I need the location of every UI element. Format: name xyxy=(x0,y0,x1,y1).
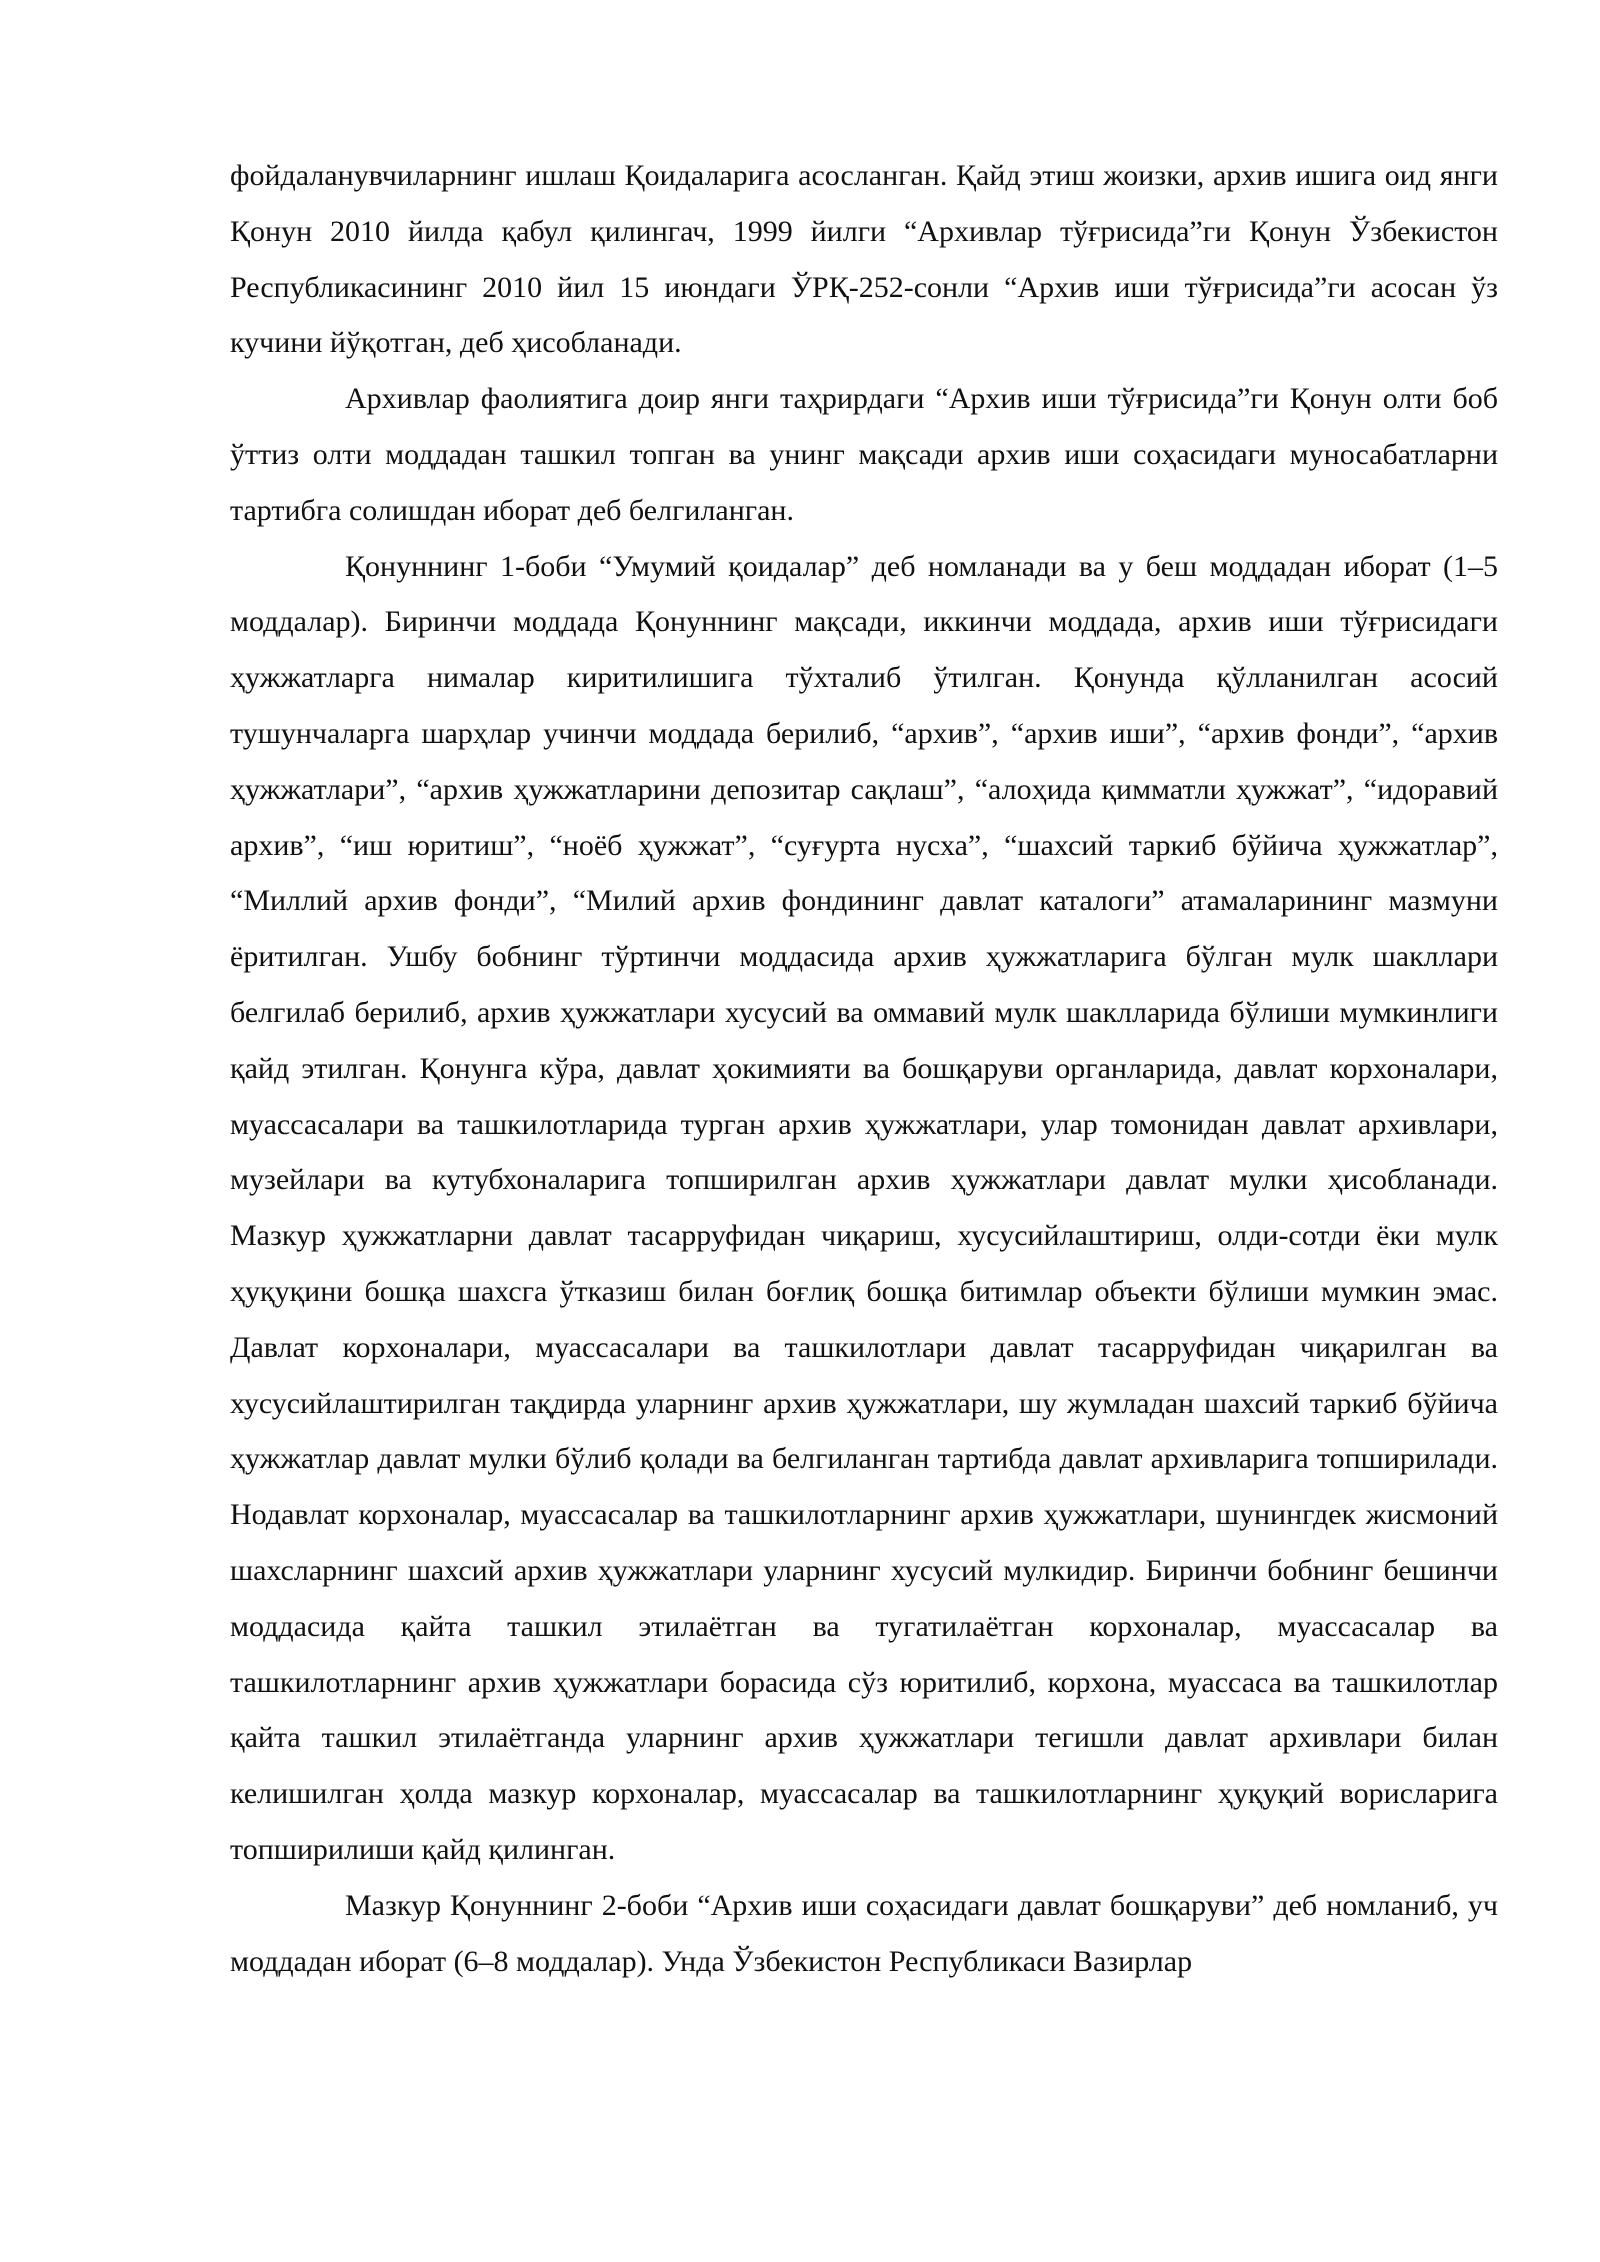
paragraph-continuation: фойдаланувчиларнинг ишлаш Қоидаларига асосланган. Қайд этиш жоизки, архив ишига оид янги Қонун 2010 йилда қабул қилингач, 1999 йилги “Архивлар тўғрисида”ги Қонун Ўзбекистон Республикасининг 2010 йил 15 июндаги ЎРҚ-252-сонли “Архив иши тўғрисида”ги асосан ўз кучини йўқотган, деб ҳисобланади. xyxy=(230,159,1498,360)
document-page xyxy=(230,148,1498,1989)
paragraph-chapter-1: Қонуннинг 1-боби “Умумий қоидалар” деб номланади ва у беш моддадан иборат (1–5 моддалар). Биринчи моддада Қонуннинг мақсади, иккинчи моддада, архив иши тўғрисидаги ҳужжатларга нималар киритилишига тўхталиб ўтилган. Қонунда қўлланилган асосий тушунчаларга шарҳлар учинчи моддада берилиб, “архив”, “архив иши”, “архив фонди”, “архив ҳужжатлари”, “архив ҳужжатларини депозитар сақлаш”, “алоҳида қимматли ҳужжат”, “идоравий архив”, “иш юритиш”, “ноёб ҳужжат”, “суғурта нусха”, “шахсий таркиб бўйича ҳужжатлар”, “Миллий архив фонди”, “Милий архив фондининг давлат каталоги” атамаларининг мазмуни ёритилган. Ушбу бобнинг тўртинчи моддасида архив ҳужжатларига бўлган мулк шакллари белгилаб берилиб, архив ҳужжатлари хусусий ва оммавий мулк шаклларида бўлиши мумкинлиги қайд этилган. Қонунга кўра, давлат ҳокимияти ва бошқаруви органларида, давлат корхоналари, муассасалари ва ташкилотларида турган архив ҳужжатлари, улар томонидан давлат архивлари, музейлари ва кутубхоналарига топширилган архив ҳужжатлари давлат мулки ҳисобланади. Мазкур ҳужжатларни давлат тасарруфидан чиқариш, хусусийлаштириш, олди-сотди ёки мулк ҳуқуқини бошқа шахсга ўтказиш билан боғлиқ бошқа битимлар объекти бўлиши мумкин эмас. Давлат корхоналари, муассасалари ва ташкилотлари давлат тасарруфидан чиқарилган ва хусусийлаштирилган тақдирда уларнинг архив ҳужжатлари, шу жумладан шахсий таркиб бўйича ҳужжатлар давлат мулки бўлиб қолади ва белгиланган тартибда давлат архивларига топширилади. Нодавлат корхоналар, муассасалар ва ташкилотларнинг архив ҳужжатлари, шунингдек жисмоний шахсларнинг шахсий архив ҳужжатлари уларнинг хусусий мулкидир. Биринчи бобнинг бешинчи моддасида қайта ташкил этилаётган ва тугатилаётган корхоналар, муассасалар ва ташкилотларнинг архив ҳужжатлари борасида сўз юритилиб, корхона, муассаса ва ташкилотлар қайта ташкил этилаётганда уларнинг архив ҳужжатлари тегишли давлат архивлари билан келишилган ҳолда мазкур корхоналар, муассасалар ва ташкилотларнинг ҳуқуқий ворисларига топширилиши қайд қилинган. xyxy=(230,549,1498,1866)
paragraph-law-structure: Архивлар фаолиятига доир янги таҳрирдаги “Архив иши тўғрисида”ги Қонун олти боб ўттиз олти моддадан ташкил топган ва унинг мақсади архив иши соҳасидаги муносабатларни тартибга солишдан иборат деб белгиланган. xyxy=(230,382,1498,527)
paragraph-chapter-2: Мазкур Қонуннинг 2-боби “Архив иши соҳасидаги давлат бошқаруви” деб номланиб, уч моддадан иборат (6–8 моддалар). Унда Ўзбекистон Республикаси Вазирлар xyxy=(230,1888,1498,1978)
